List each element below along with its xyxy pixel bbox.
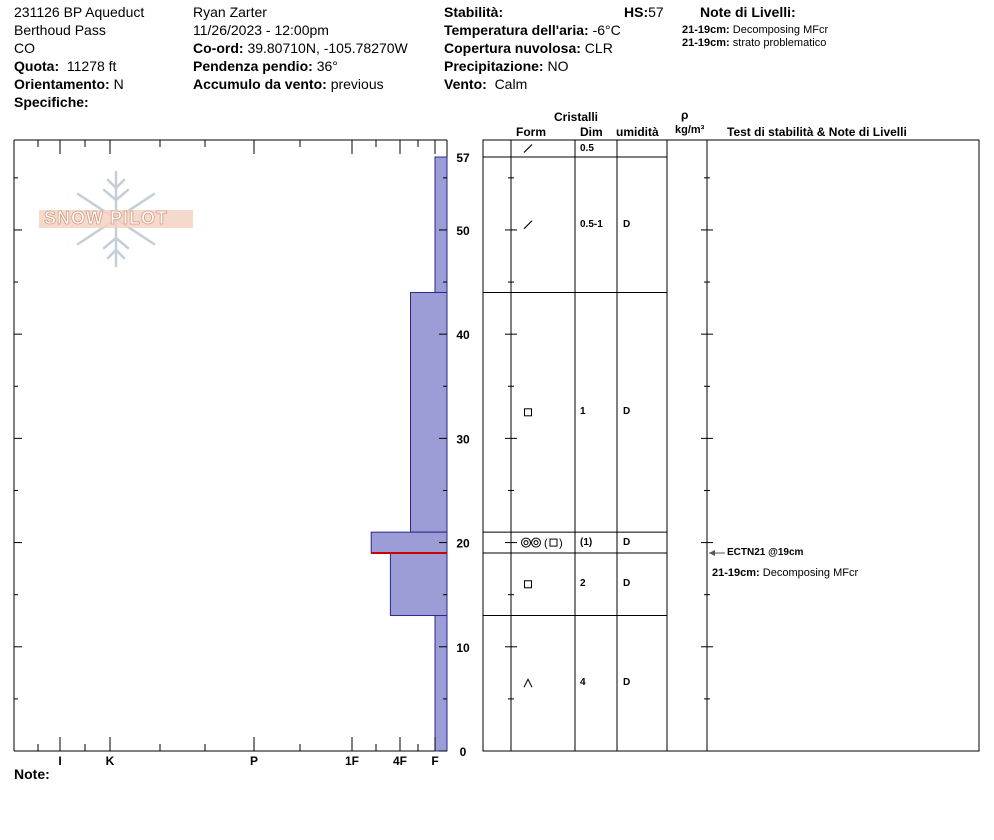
depth-tick-label: 40 (456, 328, 470, 343)
air-temp-label: Temperatura dell'aria: (444, 22, 589, 38)
slash-icon (524, 221, 532, 229)
depth-tick-label: 30 (456, 432, 470, 447)
crystal-size: 0.5 (580, 142, 594, 154)
square-icon (525, 409, 532, 416)
slash-icon (524, 145, 532, 153)
crystal-moisture: D (623, 406, 631, 418)
depth-tick-label: 10 (456, 640, 470, 655)
depth-tick-label: 57 (456, 151, 470, 165)
crystal-size: 2 (580, 578, 586, 590)
circle-icon (532, 538, 541, 547)
layer-notes-title: Note di Livelli: (700, 4, 796, 20)
depth-tick-label: 20 (456, 536, 470, 551)
hardness-tick-label: 1F (344, 754, 360, 768)
crystal-size: 1 (580, 406, 586, 418)
circle-icon (524, 541, 528, 545)
arrow-head-icon (709, 550, 715, 556)
caret-icon (524, 679, 532, 687)
specifics-label: Specifiche: (14, 94, 89, 110)
crystal-moisture: D (623, 536, 631, 548)
coord-value: 39.80710N, -105.78270W (247, 40, 408, 56)
hs-label: HS: (624, 4, 649, 20)
coord-label: Co-ord: (193, 40, 244, 56)
hardness-bar (371, 532, 447, 553)
moisture-header: umidità (616, 125, 659, 139)
aspect-label: Orientamento: (14, 76, 110, 92)
stability-test-result: ECTN21 @19cm (727, 547, 804, 558)
cloud-label: Copertura nuvolosa: (444, 40, 581, 56)
crystal-table-frame (483, 140, 979, 751)
layer-note-range: 21-19cm: (712, 567, 763, 579)
square-icon (550, 539, 557, 546)
slash-icon (524, 145, 532, 153)
elevation-value: 11278 ft (66, 58, 117, 74)
square-icon (525, 581, 532, 588)
stability-tests-header: Test di stabilità & Note di Livelli (727, 125, 907, 139)
layer-note-entry (712, 567, 858, 580)
crystal-moisture: D (623, 677, 631, 689)
state-name: CO (14, 40, 35, 56)
layer-note-text: Decomposing MFcr (732, 24, 829, 36)
square-icon (525, 581, 532, 588)
stability-label: Stabilità: (444, 4, 504, 20)
hardness-tick-label: 4F (392, 754, 408, 768)
circle-icon (534, 541, 538, 545)
density-unit: kg/m³ (675, 124, 705, 136)
crystal-size: (1) (580, 536, 593, 548)
paren-close: ) (559, 537, 563, 550)
crystals-header: Cristalli (554, 110, 599, 124)
paren-open: ( (544, 537, 548, 550)
crystal-size: 4 (580, 677, 586, 689)
layer-note-range: 21-19cm: (682, 24, 730, 36)
circle-icon (522, 538, 531, 547)
depth-tick-label: 0 (459, 745, 467, 759)
hardness-bar (390, 553, 447, 616)
observation-datetime: 11/26/2023 - 12:00pm (193, 22, 329, 38)
elevation-label: Quota: (14, 58, 60, 74)
square-icon (525, 409, 532, 416)
precip-value: NO (547, 58, 569, 74)
hs-value: 57 (648, 4, 664, 20)
density-symbol: ρ (681, 108, 689, 122)
layer-note-text: strato problematico (732, 37, 827, 49)
size-header: Dim (580, 125, 603, 139)
hardness-tick-label: P (249, 754, 259, 768)
crystal-moisture: D (623, 218, 631, 230)
area-name: Berthoud Pass (14, 22, 106, 38)
wind-load-value: previous (330, 76, 384, 92)
cloud-value: CLR (584, 40, 613, 56)
note-label: Note: (14, 766, 50, 782)
crystal-moisture: D (623, 578, 631, 590)
air-temp-value: -6°C (592, 22, 621, 38)
slope-label: Pendenza pendio: (193, 58, 313, 74)
slope-value: 36° (316, 58, 338, 74)
site-name: 231126 BP Aqueduct (14, 4, 145, 20)
wind-load-label: Accumulo da vento: (193, 76, 327, 92)
slash-icon (524, 221, 532, 229)
hardness-bar (435, 157, 447, 292)
layer-note-text: Decomposing MFcr (762, 567, 859, 579)
depth-tick-label: 50 (456, 223, 470, 238)
crystal-size: 0.5-1 (580, 218, 603, 230)
wind-value: Calm (494, 76, 528, 92)
logo-text: SNOW PILOT (44, 208, 168, 228)
observer-name: Ryan Zarter (193, 4, 267, 20)
hardness-tick-label: K (105, 754, 115, 768)
wind-label: Vento: (444, 76, 487, 92)
aspect-value: N (113, 76, 124, 92)
hardness-bar (435, 616, 447, 751)
double-circle-square-icon (522, 538, 563, 550)
form-header: Form (516, 125, 546, 139)
hardness-tick-label: F (431, 754, 439, 768)
layer-note-range: 21-19cm: (682, 37, 730, 49)
precip-label: Precipitazione: (444, 58, 544, 74)
hardness-bar (411, 292, 448, 532)
hardness-tick-label: I (58, 754, 62, 768)
caret-icon (524, 679, 532, 687)
